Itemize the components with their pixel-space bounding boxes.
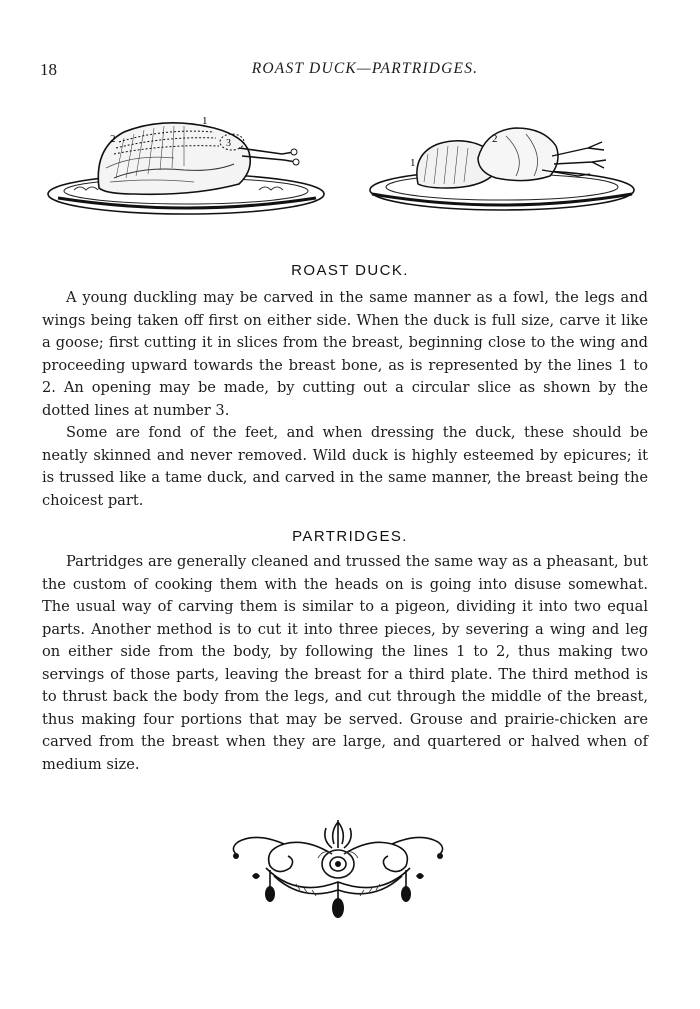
decorative-ornament — [226, 818, 450, 926]
running-head — [40, 60, 660, 84]
roast-duck-illustration — [44, 108, 334, 220]
page-number: 18 — [40, 60, 57, 79]
partridge-label-2: 2 — [492, 133, 498, 145]
roast-duck-text — [42, 287, 648, 512]
partridge-illustration — [366, 118, 646, 218]
running-title: ROAST DUCK—PARTRIDGES. — [251, 60, 479, 77]
partridges-text — [42, 551, 648, 776]
duck-label-1: 1 — [202, 115, 208, 127]
partridge-label-1: 1 — [410, 157, 416, 169]
roast-duck-heading: ROAST DUCK. — [291, 262, 409, 279]
partridges-heading: PARTRIDGES. — [292, 528, 408, 545]
roast-duck-paragraph-2: Some are fond of the feet, and when dressing the duck, these should be neatly skinned and never removed. Wild duck is highly esteemed by epicures; it is trussed like a tame duck, and carved in the same manner, the breast being the choicest part. — [42, 424, 648, 509]
duck-label-2: 2 — [110, 133, 116, 145]
duck-label-3: 3 — [226, 138, 231, 149]
partridges-paragraph-1: Partridges are generally cleaned and trussed the same way as a pheasant, but the custom of cooking them with the heads on is going into disuse somewhat. The usual way of carving them is similar to a pigeon, dividing it into two equal parts. Another method is to cut it into three pieces, by severing a wing and leg on either side from the body, by following the lines 1 to 2, thus making two servings of those parts, leaving the breast for a third plate. The third method is to thrust back the body from the legs, and cut through the middle of the breast, thus making four portions that may be served. Grouse and prairie-chicken are carved from the breast when they are large, and quartered or halved when of medium size. — [42, 553, 648, 773]
roast-duck-paragraph-1: A young duckling may be carved in the same manner as a fowl, the legs and wings being taken off first on either side. When the duck is full size, carve it like a goose; first cutting it in slices from the breast, beginning close to the wing and proceeding upward towards the breast bone, as is represented by the lines 1 to 2. An opening may be made, by cutting out a circular slice as shown by the dotted lines at number 3. — [42, 289, 648, 419]
